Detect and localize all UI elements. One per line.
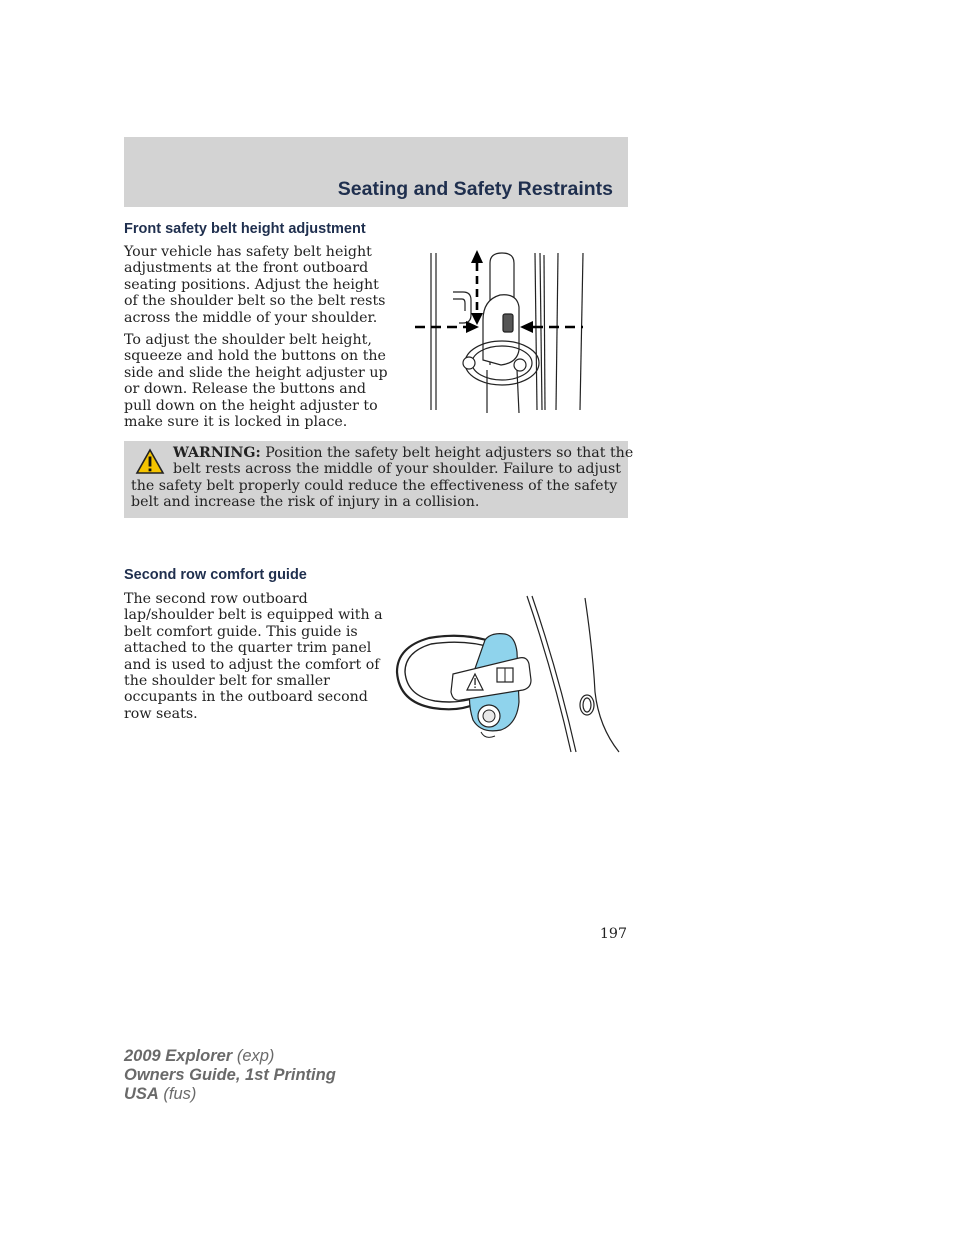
belt-height-adjuster-illustration xyxy=(405,245,590,415)
paragraph-belt-height-instructions: To adjust the shoulder belt height, squeeze and hold the buttons on the side and slide the height adjuster up or down. Release the buttons and pull down on the height adjuster to make sure it is locked in place. xyxy=(124,332,388,431)
document-footer: 2009 Explorer (exp) Owners Guide, 1st Printing USA (fus) xyxy=(124,1047,336,1103)
heading-second-row-comfort-guide: Second row comfort guide xyxy=(124,567,307,583)
warning-box xyxy=(124,441,634,518)
header-band xyxy=(124,137,628,207)
page-number: 197 xyxy=(599,926,627,942)
comfort-guide-illustration xyxy=(393,592,628,757)
paragraph-belt-height-intro: Your vehicle has safety belt height adjustments at the front outboard seating positions. Adjust the height of the shoulder belt so the belt rests across the middle of your shoulder. xyxy=(124,244,386,326)
warning-text: WARNING: Position the safety belt height adjusters so that the belt rests across the middle of your shoulder. Failure to adjust the safety belt properly could reduce the effectiveness of the safety belt and increase the risk of injury in a collision. xyxy=(131,445,634,511)
warning-label: WARNING: xyxy=(173,445,261,461)
heading-belt-height-adjustment: Front safety belt height adjustment xyxy=(124,221,366,237)
section-title: Seating and Safety Restraints xyxy=(337,178,613,200)
paragraph-comfort-guide: The second row outboard lap/shoulder belt is equipped with a belt comfort guide. This guide is attached to the quarter trim panel and is used to adjust the comfort of the shoulder belt for smaller occupants in the outboard second row seats. xyxy=(124,591,383,722)
